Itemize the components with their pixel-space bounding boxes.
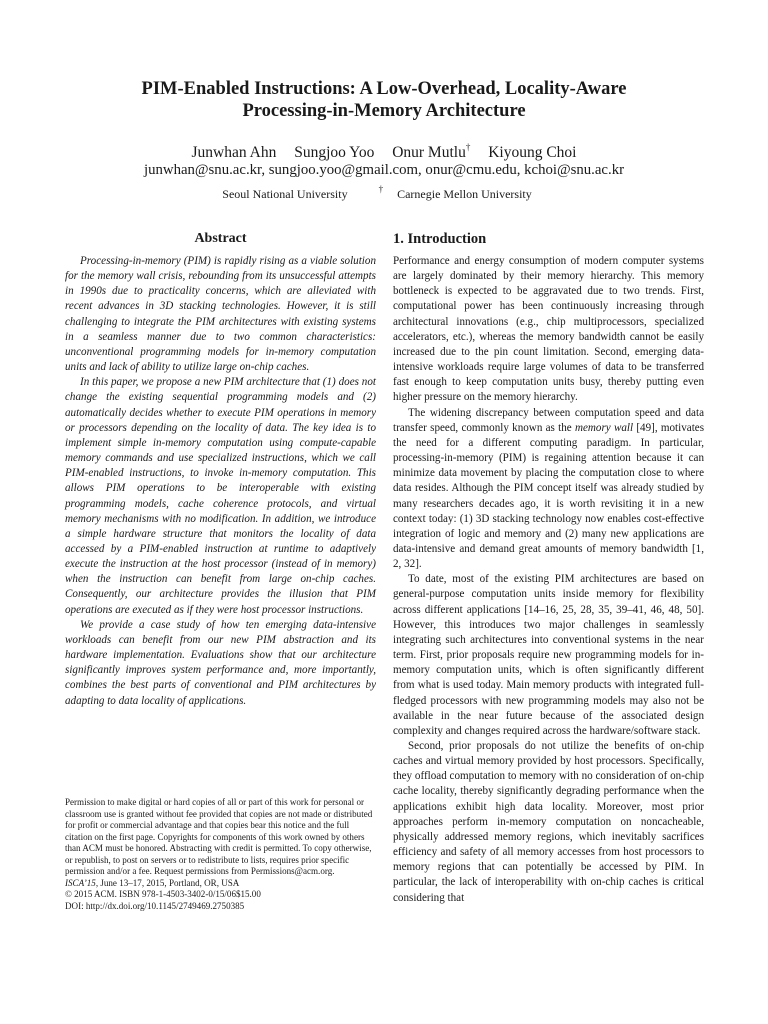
affiliation-snu: Seoul National University	[222, 187, 348, 201]
author-name: Sungjoo Yoo	[294, 144, 375, 161]
paper-title	[0, 78, 768, 122]
intro-paragraph: Second, prior proposals do not utilize the benefits of on-chip caches and virtual memory provided by host processors. Specifically, they offload computation to memory with no consideration of on-chip cache locality, thereby significantly degrading performance when the applications exhibit high data locality. Moreover, most prior approaches perform in-memory computation on noncacheable, physically addressed memory regions, which inevitably sacrifices efficiency and safety of all memory accesses from host processors to memory regions that can potentially be accessed by PIM. In particular, the lack of interoperability with on-chip caches is critical considering that	[393, 740, 704, 904]
abstract-paragraph: Processing-in-memory (PIM) is rapidly rising as a viable solution for the memory wall crisis, rebounding from its unsuccessful attempts in 1990s due to practicality concerns, which are alleviated with recent advances in 3D stacking technologies. However, it is still challenging to integrate the PIM architectures with existing systems in a seamless manner due to two common characteristics: unconventional programming models for in-memory computation units and lack of ability to utilize large on-chip caches.	[65, 255, 376, 374]
permission-notice	[65, 797, 376, 912]
affiliations	[0, 186, 768, 202]
intro-paragraph: Performance and energy consumption of modern computer systems are largely dominated by their memory hierarchy. This memory bottleneck is expected to be aggravated due to two trends. First, computational power has been continuously increasing through architectural innovations (e.g., chip multiprocessors, specialized accelerators, etc.), whereas the memory bandwidth cannot be easily increased due to the pin count limitation. Second, emerging data-intensive workloads require large volumes of data to be transferred fast enough to keep computation units busy, thereby putting even higher pressure on the memory hierarchy.	[393, 255, 704, 404]
author-list	[0, 143, 768, 162]
intro-text: [49], motivates the need for a different computing paradigm. In particular, processing-in-memory (PIM) is regaining attention because it can minimize data movement by placing the computation close to where data resides. Although the PIM concept itself was already studied by many researchers decades ago, it is worth revisiting it in a new context today: (1) 3D stacking technology now enables cost-effective integration of logic and memory and (2) many new applications are data-intensive and demand great amounts of memory bandwidth [1, 2, 32].	[393, 421, 705, 571]
author-name: Onur Mutlu	[392, 144, 466, 161]
copyright-line: © 2015 ACM. ISBN 978-1-4503-3402-0/15/06$15.00	[65, 889, 261, 900]
affiliation-cmu: Carnegie Mellon University	[397, 187, 532, 201]
abstract-paragraph: We provide a case study of how ten emerging data-intensive workloads can benefit from our new PIM abstraction and its hardware implementation. Evaluations show that our architecture significantly improves system performance and, more importantly, combines the best parts of conventional and PIM architectures by adapting to data locality of applications.	[65, 618, 376, 707]
author-name: Kiyoung Choi	[488, 144, 577, 161]
intro-paragraph	[393, 406, 704, 573]
abstract-column	[65, 230, 376, 709]
doi-line: DOI: http://dx.doi.org/10.1145/2749469.2750385	[65, 900, 245, 911]
title-line-1: PIM-Enabled Instructions: A Low-Overhead, Locality-Aware	[141, 79, 627, 99]
title-line-2: Processing-in-Memory Architecture	[242, 101, 526, 121]
author-with-affiliation-mark	[392, 141, 471, 161]
memory-wall-term: memory wall	[574, 421, 634, 434]
venue-name: ISCA’15,	[65, 877, 99, 888]
abstract-paragraph: In this paper, we propose a new PIM architecture that (1) does not change the existing sequential programming models and (2) automatically decides whether to execute PIM operations in memory or processors depending on the locality of data. The key idea is to implement simple in-memory computation using compute-capable memory commands and use specialized instructions, which we call PIM-enabled instructions, to invoke in-memory computation. This allows PIM operations to be interoperable with existing programming models, cache coherence protocols, and virtual memory mechanisms with no modification. In addition, we introduce a simple hardware structure that monitors the locality of data accessed by a PIM-enabled instruction at runtime to adaptively execute the instruction at the host processor (instead of in memory) when the instruction can benefit from large on-chip caches. Consequently, our architecture provides the illusion that PIM operations are executed as if they were host processor instructions.	[65, 376, 376, 616]
introduction-heading: 1. Introduction	[393, 231, 487, 247]
venue-line	[65, 878, 376, 890]
intro-paragraph: To date, most of the existing PIM architectures are based on general-purpose computation units inside memory for flexibility across different applications [14–16, 25, 28, 35, 39–41, 46, 48, 50]. However, this introduces two major challenges in seamlessly integrating such architectures into conventional systems in the near term. First, prior proposals require new programming models for in-memory computation units, which is often significantly different from what is used today. Main memory products with integrated full-fledged processors with new programming models may also not be available in the near future because of the associated design complexity and changes required across the hardware/software stack.	[393, 573, 704, 737]
venue-details: June 13–17, 2015, Portland, OR, USA	[98, 877, 240, 888]
dagger-mark: †	[465, 141, 471, 152]
dagger-mark: †	[378, 184, 384, 194]
author-name: Junwhan Ahn	[191, 144, 277, 161]
permission-text: Permission to make digital or hard copies of all or part of this work for personal or classroom use is granted without fee provided that copies are not made or distributed for profit or commercial advantage and that copies bear this notice and the full citation on the first page. Copyrights for components of this work owned by others than ACM must be honored. Abstracting with credit is permitted. To copy otherwise, or republish, to post on servers or to redistribute to lists, requires prior specific permission and/or a fee. Request permissions from Permissions@acm.org.	[65, 797, 373, 877]
affiliation-cmu-wrapper	[378, 184, 546, 201]
author-emails: junwhan@snu.ac.kr, sungjoo.yoo@gmail.com, onur@cmu.edu, kchoi@snu.ac.kr	[143, 162, 625, 178]
introduction-column	[393, 230, 704, 906]
intro-text: The widening discrepancy between computation speed and data transfer speed, commonly known as the	[393, 406, 704, 434]
abstract-heading: Abstract	[194, 231, 247, 246]
